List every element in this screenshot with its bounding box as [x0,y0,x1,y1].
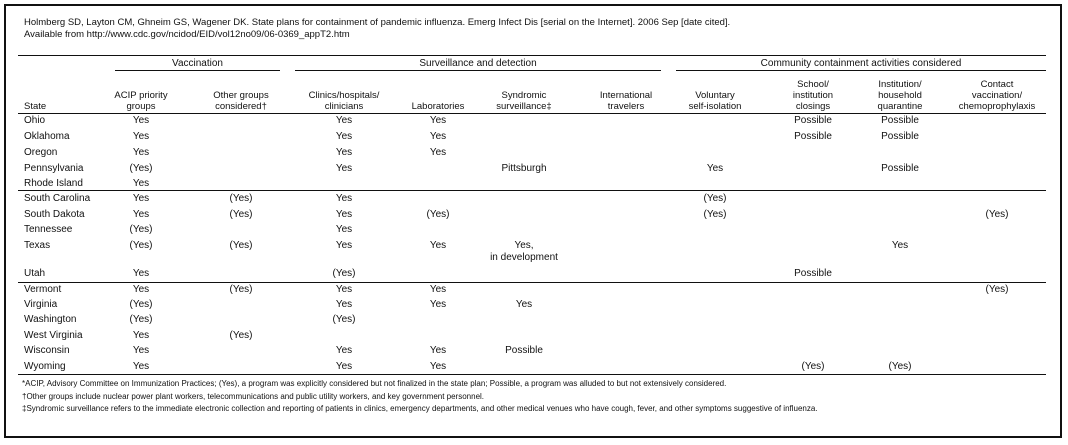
cell-clinics: Yes [335,284,353,295]
rule-block-1 [18,190,1046,191]
state-name: Rhode Island [24,178,83,189]
cell-voluntary: (Yes) [703,193,727,204]
cell-labs: Yes [429,361,447,372]
footnote-other-groups: †Other groups include nuclear power plant workers, telecommunications and public utility workers, and key government personnel. [22,392,485,401]
cell-clinics: Yes [335,224,353,235]
cell-acip: Yes [132,209,150,220]
cell-other: (Yes) [229,240,253,251]
cell-quarantine: Possible [881,115,919,126]
state-name: Oklahoma [24,131,70,142]
cell-labs: Yes [429,345,447,356]
cell-acip: (Yes) [129,240,153,251]
cell-clinics: Yes [335,163,353,174]
cell-clinics: Yes [335,115,353,126]
rule-block-2 [18,282,1046,283]
state-name: Pennsylvania [24,163,84,174]
header-school-closings: School/ institution closings [792,79,834,112]
rule-bottom [18,374,1046,375]
header-contact-vaccination: Contact vaccination/ chemoprophylaxis [958,79,1036,112]
header-laboratories: Laboratories [411,101,465,112]
header-institution-quarantine: Institution/ household quarantine [877,79,923,112]
cell-quarantine: Yes [891,240,909,251]
group-surveillance: Surveillance and detection [419,58,537,69]
cell-voluntary: (Yes) [703,209,727,220]
cell-acip: Yes [132,345,150,356]
cell-other: (Yes) [229,209,253,220]
citation [24,17,730,41]
cell-acip: (Yes) [129,314,153,325]
header-syndromic: Syndromic surveillance‡ [496,90,552,112]
cell-clinics: (Yes) [332,314,356,325]
cell-acip: (Yes) [129,163,153,174]
rule-group-surv [295,70,661,71]
cell-acip: Yes [132,178,150,189]
cell-syndromic: Yes [515,299,533,310]
cell-voluntary: Yes [706,163,724,174]
rule-group-comm [676,70,1046,71]
cell-clinics: Yes [335,193,353,204]
header-acip-priority: ACIP priority groups [114,90,168,112]
cell-clinics: (Yes) [332,268,356,279]
cell-acip: Yes [132,284,150,295]
cell-clinics: Yes [335,131,353,142]
cell-clinics: Yes [335,299,353,310]
rule-group-vacc [115,70,280,71]
rule-top [18,55,1046,56]
citation-line-2: Available from http://www.cdc.gov/ncidod/EID/vol12no09/06-0369_appT2.htm [24,29,350,40]
state-name: Wisconsin [24,345,70,356]
group-community: Community containment activities considered [760,58,962,69]
cell-syndromic: Possible [505,345,543,356]
state-name: Ohio [24,115,46,126]
state-name: South Dakota [24,209,85,220]
header-clinics: Clinics/hospitals/ clinicians [308,90,380,112]
cell-school: Possible [794,268,832,279]
state-name: Texas [24,240,51,251]
cell-acip: Yes [132,330,150,341]
cell-clinics: Yes [335,240,353,251]
cell-quarantine: Possible [881,163,919,174]
cell-labs: (Yes) [426,209,450,220]
cell-labs: Yes [429,147,447,158]
state-name: Tennessee [24,224,73,235]
citation-line-1: Holmberg SD, Layton CM, Ghneim GS, Wagener DK. State plans for containment of pandemic influenza. Emerg Infect Dis [serial on the Internet]. 2006 Sep [date cited]. [24,17,731,28]
cell-acip: Yes [132,147,150,158]
state-name: West Virginia [24,330,83,341]
state-name: Wyoming [24,361,66,372]
header-voluntary: Voluntary self-isolation [688,90,742,112]
state-name: Virginia [24,299,58,310]
state-name: Utah [24,268,46,279]
cell-syndromic: Pittsburgh [501,163,547,174]
cell-acip: (Yes) [129,299,153,310]
cell-labs: Yes [429,131,447,142]
cell-acip: Yes [132,115,150,126]
cell-acip: Yes [132,361,150,372]
cell-clinics: Yes [335,147,353,158]
state-name: South Carolina [24,193,91,204]
cell-clinics: Yes [335,345,353,356]
cell-clinics: Yes [335,361,353,372]
footnote-syndromic: ‡Syndromic surveillance refers to the immediate electronic collection and reporting of patients in clinics, emergency departments, and other medical venues who have cough, fever, and other symptoms suggestive of influenza. [22,404,818,413]
cell-acip: Yes [132,193,150,204]
header-international: International travelers [599,90,653,112]
cell-labs: Yes [429,284,447,295]
cell-school: (Yes) [801,361,825,372]
cell-contact: (Yes) [985,209,1009,220]
cell-school: Possible [794,131,832,142]
state-name: Vermont [24,284,62,295]
group-vaccination: Vaccination [172,58,223,69]
cell-contact: (Yes) [985,284,1009,295]
state-name: Oregon [24,147,58,158]
footnote-acip: *ACIP, Advisory Committee on Immunization Practices; (Yes), a program was explicitly considered but not finalized in the state plan; Possible, a program was alluded to but not extensively considered. [22,379,727,388]
cell-school: Possible [794,115,832,126]
state-name: Washington [24,314,77,325]
cell-other: (Yes) [229,330,253,341]
cell-labs: Yes [429,115,447,126]
cell-acip: (Yes) [129,224,153,235]
cell-other: (Yes) [229,284,253,295]
cell-quarantine: (Yes) [888,361,912,372]
cell-labs: Yes [429,240,447,251]
cell-clinics: Yes [335,209,353,220]
cell-acip: Yes [132,131,150,142]
cell-acip: Yes [132,268,150,279]
cell-quarantine: Possible [881,131,919,142]
header-state: State [24,101,47,112]
cell-labs: Yes [429,299,447,310]
rule-header-bottom [18,113,1046,114]
cell-syndromic: Yes, in development [490,240,558,263]
cell-other: (Yes) [229,193,253,204]
header-other-groups: Other groups considered† [213,90,269,112]
